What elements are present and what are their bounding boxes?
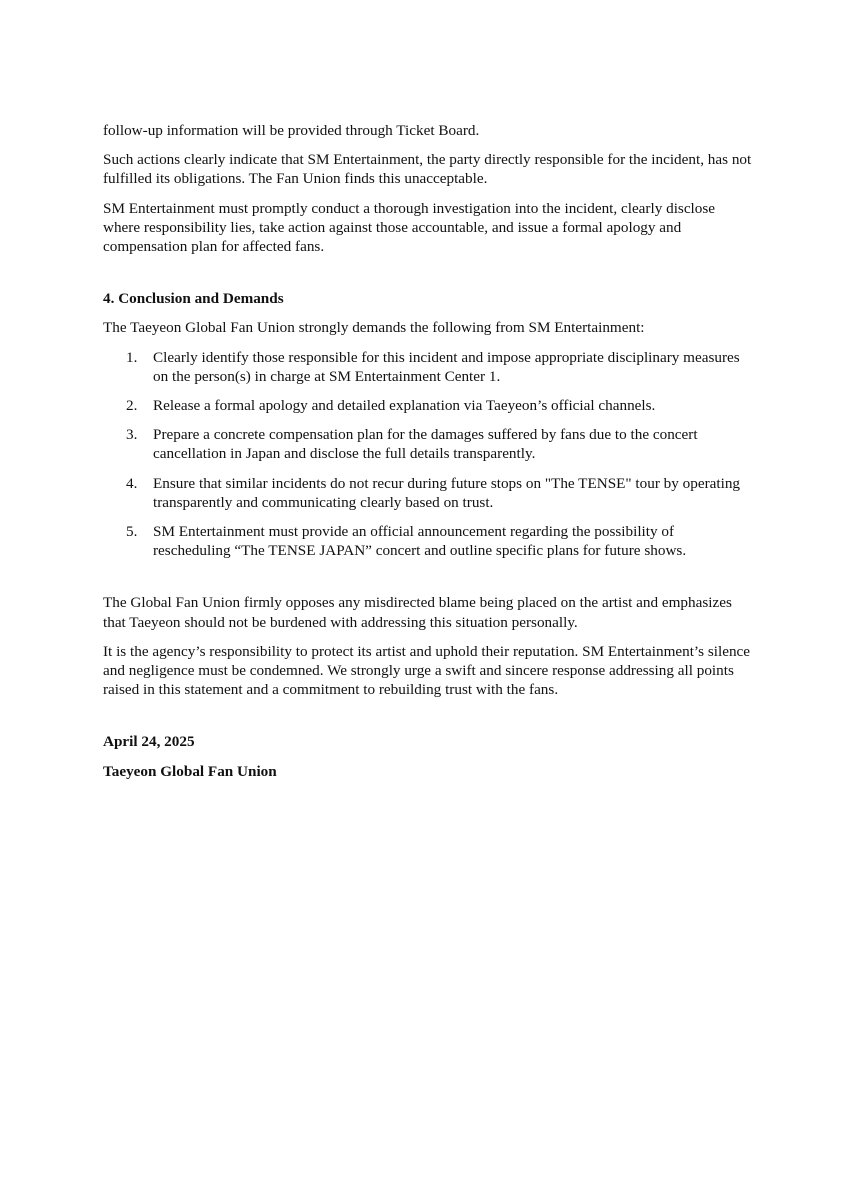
statement-date: April 24, 2025 [103, 733, 195, 751]
paragraph-agency-responsibility: It is the agency’s responsibility to protect its artist and uphold their reputation. SM Entertainment’s silence and negligence must be condemned. We strongly urge a swift and sincere response addressing all points raised in this statement and a commitment to rebuilding trust with the fans. [103, 642, 751, 699]
demands-list [103, 348, 753, 561]
paragraph-obligations: Such actions clearly indicate that SM Entertainment, the party directly responsible for the incident, has not fulfilled its obligations. The Fan Union finds this unacceptable. [103, 151, 752, 188]
demand-item [103, 425, 753, 463]
demand-text: Release a formal apology and detailed explanation via Taeyeon’s official channels. [153, 397, 656, 415]
demand-number: 3. [126, 426, 138, 444]
demand-text: SM Entertainment must provide an official announcement regarding the possibility of rescheduling “The TENSE JAPAN” concert and outline specific plans for future shows. [153, 523, 687, 560]
demand-text: Ensure that similar incidents do not recur during future stops on "The TENSE" tour by operating transparently and communicating clearly based on trust. [153, 474, 741, 511]
paragraph-opposes-blame: The Global Fan Union firmly opposes any misdirected blame being placed on the artist and emphasizes that Taeyeon should not be burdened with addressing this situation personally. [103, 594, 732, 631]
document-body [103, 121, 753, 791]
demand-number: 5. [126, 523, 138, 541]
paragraph-followup: follow-up information will be provided through Ticket Board. [103, 122, 480, 139]
demand-number: 2. [126, 397, 138, 415]
demand-number: 4. [126, 474, 138, 492]
demand-text: Clearly identify those responsible for this incident and impose appropriate disciplinary measures on the person(s) in charge at SM Entertainment Center 1. [153, 348, 740, 385]
section-heading: 4. Conclusion and Demands [103, 290, 284, 308]
demand-item [103, 522, 753, 560]
demand-item [103, 396, 753, 415]
signature: Taeyeon Global Fan Union [103, 762, 277, 780]
section-intro: The Taeyeon Global Fan Union strongly demands the following from SM Entertainment: [103, 319, 645, 337]
demand-text: Prepare a concrete compensation plan for the damages suffered by fans due to the concert cancellation in Japan and disclose the full details transparently. [153, 426, 698, 463]
paragraph-investigation: SM Entertainment must promptly conduct a thorough investigation into the incident, clearly disclose where responsibility lies, take action against those accountable, and issue a formal apology and compensation plan for affected fans. [103, 199, 716, 256]
demand-item [103, 474, 753, 512]
demand-item [103, 348, 753, 386]
demand-number: 1. [126, 348, 138, 366]
